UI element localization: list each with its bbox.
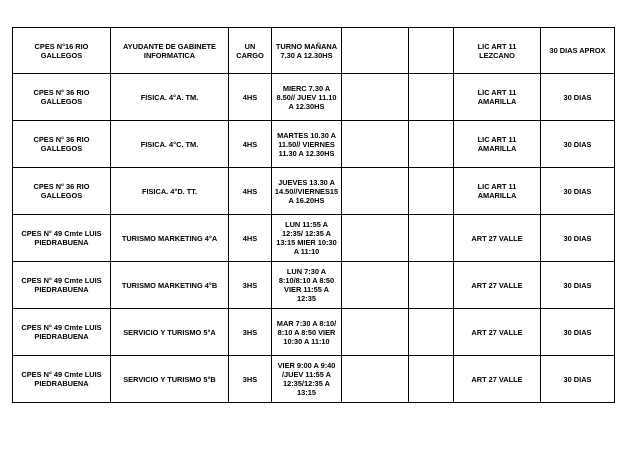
subject-cell: SERVICIO Y TURISMO 5°B xyxy=(111,356,229,403)
subject-cell: FISICA. 4°A. TM. xyxy=(111,74,229,121)
institution-cell: CPES N° 49 Cmte LUIS PIEDRABUENA xyxy=(13,262,111,309)
duration-cell: 30 DIAS xyxy=(541,309,615,356)
duration-cell: 30 DIAS xyxy=(541,121,615,168)
table-row xyxy=(13,74,615,121)
license-article-cell: LIC ART 11 AMARILLA xyxy=(454,74,541,121)
subject-cell: TURISMO MARKETING 4°A xyxy=(111,215,229,262)
institution-cell: CPES N° 36 RIO GALLEGOS xyxy=(13,121,111,168)
hours-cell: 4HS xyxy=(229,74,272,121)
duration-cell: 30 DIAS xyxy=(541,356,615,403)
institution-cell: CPES N° 36 RIO GALLEGOS xyxy=(13,74,111,121)
table-row xyxy=(13,215,615,262)
hours-cell: 4HS xyxy=(229,168,272,215)
subject-cell: TURISMO MARKETING 4°B xyxy=(111,262,229,309)
schedule-cell: LUN 11:55 A 12:35/ 12:35 A 13:15 MIER 10:30 A 11:10 xyxy=(272,215,342,262)
empty-cell xyxy=(409,262,454,309)
subject-cell: AYUDANTE DE GABINETE INFORMATICA xyxy=(111,28,229,74)
table-row xyxy=(13,121,615,168)
institution-cell: CPES N° 49 Cmte LUIS PIEDRABUENA xyxy=(13,215,111,262)
license-article-cell: ART 27 VALLE xyxy=(454,215,541,262)
hours-cell: 3HS xyxy=(229,309,272,356)
schedule-cell: LUN 7:30 A 8:10/8:10 A 8:50 VIER 11:55 A 12:35 xyxy=(272,262,342,309)
license-article-cell: ART 27 VALLE xyxy=(454,309,541,356)
empty-cell xyxy=(409,28,454,74)
empty-cell xyxy=(342,262,409,309)
table-row xyxy=(13,356,615,403)
table-body xyxy=(13,28,615,403)
schedule-cell: MAR 7:30 A 8:10/ 8:10 A 8:50 VIER 10:30 A 11:10 xyxy=(272,309,342,356)
table-row xyxy=(13,168,615,215)
duration-cell: 30 DIAS xyxy=(541,168,615,215)
schedule-cell: TURNO MAÑANA 7.30 A 12.30HS xyxy=(272,28,342,74)
license-article-cell: LIC ART 11 LEZCANO xyxy=(454,28,541,74)
empty-cell xyxy=(342,356,409,403)
institution-cell: CPES N° 36 RIO GALLEGOS xyxy=(13,168,111,215)
schedule-cell: MARTES 10.30 A 11.50// VIERNES 11.30 A 12.30HS xyxy=(272,121,342,168)
institution-cell: CPES N° 49 Cmte LUIS PIEDRABUENA xyxy=(13,309,111,356)
institution-cell: CPES N° 49 Cmte LUIS PIEDRABUENA xyxy=(13,356,111,403)
hours-cell: 4HS xyxy=(229,121,272,168)
institution-cell: CPES N°16 RIO GALLEGOS xyxy=(13,28,111,74)
empty-cell xyxy=(342,28,409,74)
empty-cell xyxy=(342,121,409,168)
table-row xyxy=(13,262,615,309)
license-article-cell: LIC ART 11 AMARILLA xyxy=(454,168,541,215)
empty-cell xyxy=(409,356,454,403)
empty-cell xyxy=(409,121,454,168)
license-article-cell: ART 27 VALLE xyxy=(454,262,541,309)
empty-cell xyxy=(409,215,454,262)
empty-cell xyxy=(409,74,454,121)
duration-cell: 30 DIAS xyxy=(541,215,615,262)
empty-cell xyxy=(342,168,409,215)
duration-cell: 30 DIAS xyxy=(541,262,615,309)
subject-cell: FISICA. 4°C. TM. xyxy=(111,121,229,168)
hours-cell: 4HS xyxy=(229,215,272,262)
duration-cell: 30 DIAS xyxy=(541,74,615,121)
license-article-cell: LIC ART 11 AMARILLA xyxy=(454,121,541,168)
hours-cell: 3HS xyxy=(229,356,272,403)
subject-cell: FISICA. 4°D. TT. xyxy=(111,168,229,215)
duration-cell: 30 DIAS APROX xyxy=(541,28,615,74)
subject-cell: SERVICIO Y TURISMO 5°A xyxy=(111,309,229,356)
vacancies-table xyxy=(12,27,615,403)
empty-cell xyxy=(342,74,409,121)
empty-cell xyxy=(342,215,409,262)
empty-cell xyxy=(409,309,454,356)
license-article-cell: ART 27 VALLE xyxy=(454,356,541,403)
empty-cell xyxy=(342,309,409,356)
table-row xyxy=(13,28,615,74)
schedule-cell: MIERC 7.30 A 8.50// JUEV 11.10 A 12.30HS xyxy=(272,74,342,121)
empty-cell xyxy=(409,168,454,215)
hours-cell: UN CARGO xyxy=(229,28,272,74)
schedule-cell: JUEVES 13.30 A 14.50//VIERNES15 A 16.20HS xyxy=(272,168,342,215)
hours-cell: 3HS xyxy=(229,262,272,309)
table-row xyxy=(13,309,615,356)
schedule-cell: VIER 9:00 A 9:40 /JUEV 11:55 A 12:35/12:35 A 13:15 xyxy=(272,356,342,403)
